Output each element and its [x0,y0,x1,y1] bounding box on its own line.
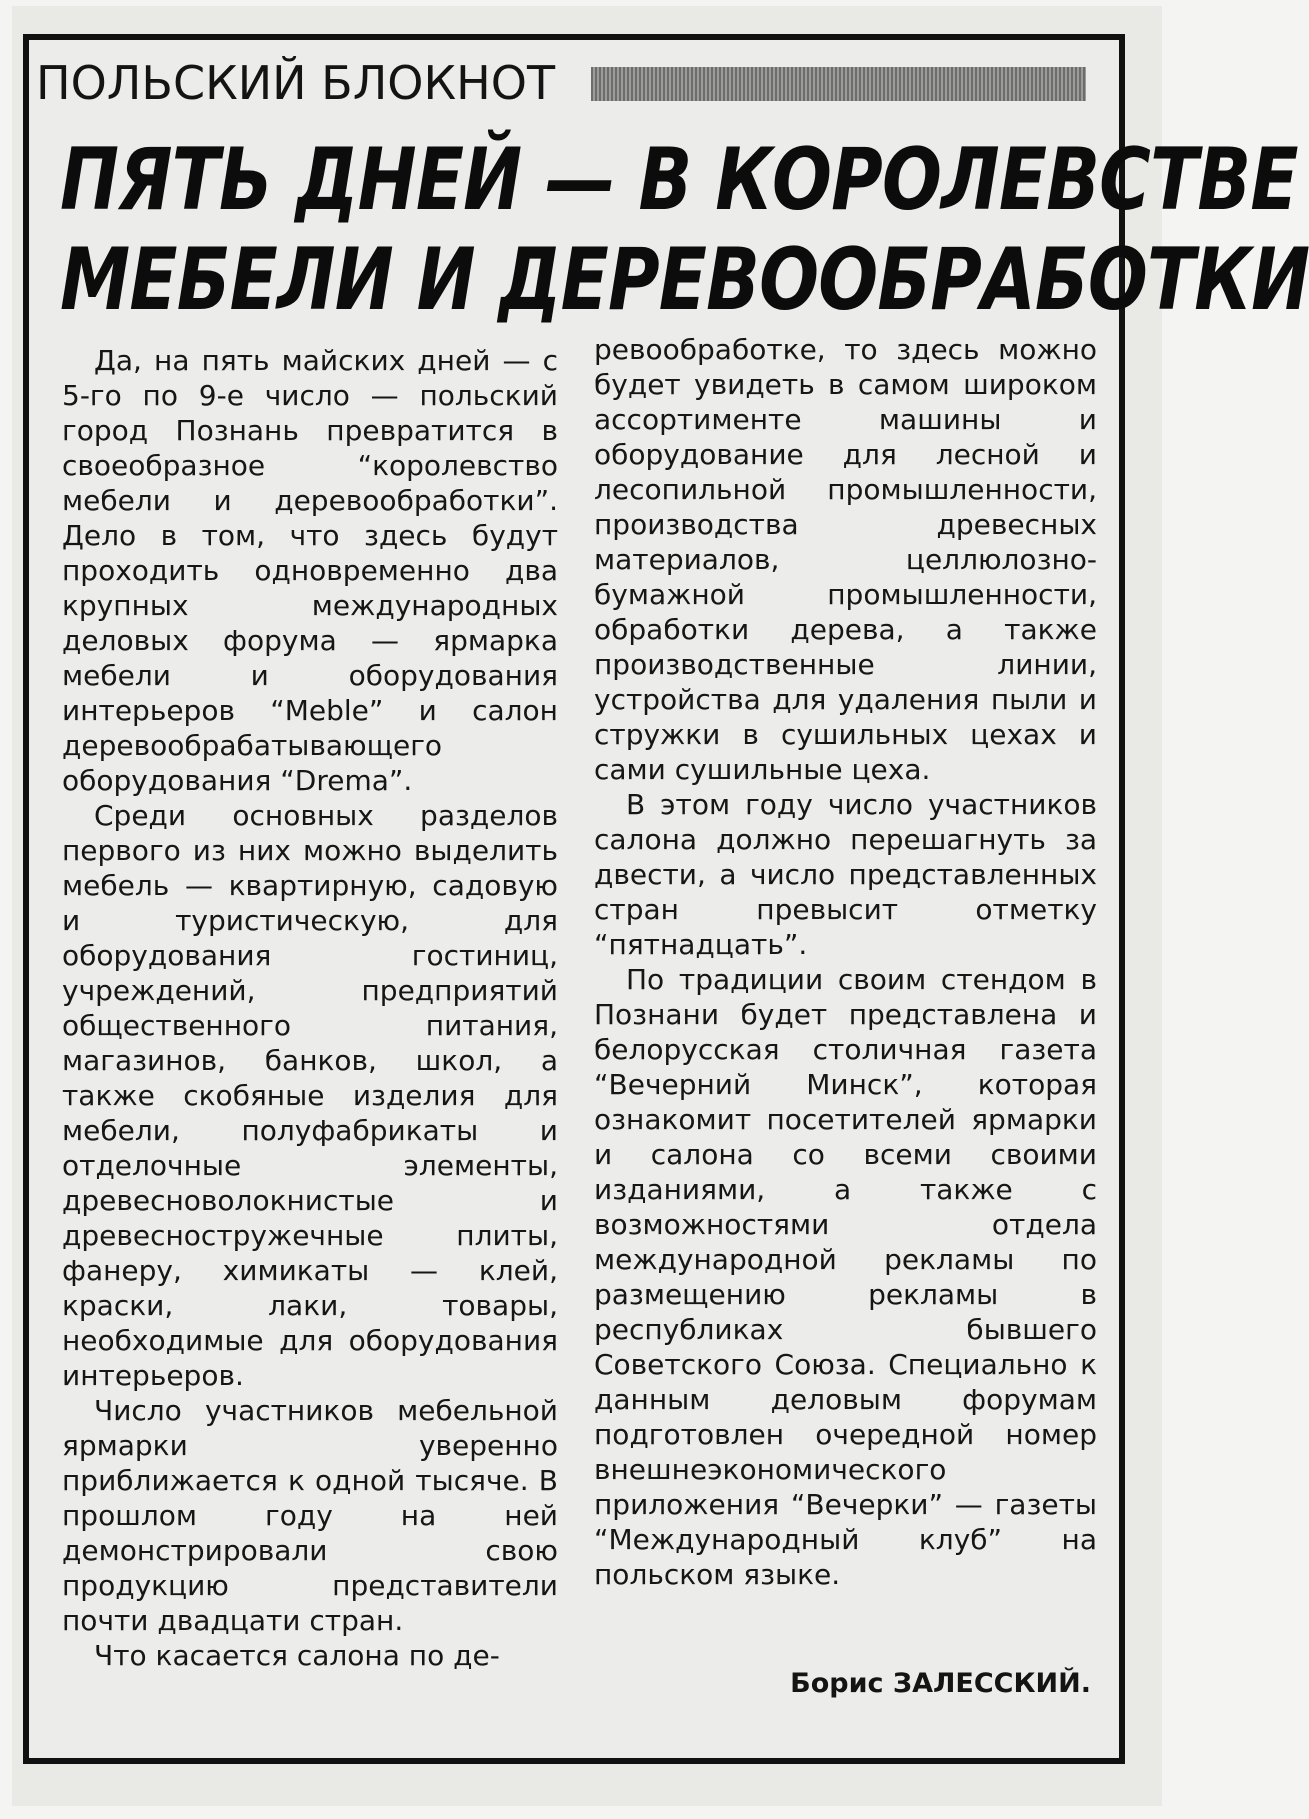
paragraph: Среди основных разделов первого из них можно выделить мебель — квартирную, садовую и туристическую, для оборудования гостиниц, учреждений, предприятий общественного питания, магазинов, банков, школ, а также скобяные изделия для мебели, полуфабрикаты и отделочные элементы, древесноволокнистые и древесностружечные плиты, фанеру, химикаты — клей, краски, лаки, товары, необходимые для оборудования интерьеров. [62,799,558,1392]
headline-line-2: МЕБЕЛИ И ДЕРЕВООБРАБОТКИ [60,230,1309,330]
paragraph: Да, на пять майских дней — с 5-го по 9-е число — польский город Познань превратится в своеобразное “королевство мебели и деревообработки”. Дело в том, что здесь будут проходить одновременно два крупных международных деловых форума — ярмарка мебели и оборудования интерьеров “Meble” и салон деревообрабатывающего оборудования “Drema”. [62,344,558,797]
paragraph: В этом году число участников салона должно перешагнуть за двести, а число представленных стран превысит отметку “пятнадцать”. [594,788,1097,961]
rubric-title: ПОЛЬСКИЙ БЛОКНОТ [36,56,556,110]
paragraph-continuation: ревообработке, то здесь можно будет увидеть в самом широком ассортименте машины и оборудование для лесной и лесопильной промышленности, производства древесных материалов, целлюлозно-бумажной промышленности, обработки дерева, а также производственные линии, устройства для удаления пыли и стружки в сушильных цехах и сами сушильные цеха. [594,333,1097,786]
headline [60,130,1309,330]
rubric-bar [591,67,1086,101]
paragraph: Что касается салона по де- [94,1639,500,1672]
right-column [594,332,1097,1592]
headline-line-1: ПЯТЬ ДНЕЙ — В КОРОЛЕВСТВЕ [60,130,1298,230]
paragraph: Число участников мебельной ярмарки уверенно приближается к одной тысяче. В прошлом году на ней демонстрировали свою продукцию представители почти двадцати стран. [62,1394,558,1637]
rubric-row [36,55,1086,115]
author-signature: Борис ЗАЛЕССКИЙ. [790,1668,1091,1699]
paragraph: По традиции своим стендом в Познани будет представлена и белорусская столичная газета “Вечерний Минск”, которая ознакомит посетителей ярмарки и салона со всеми своими изданиями, а также с возможностями отдела международной рекламы по размещению рекламы в республиках бывшего Советского Союза. Специально к данным деловым форумам подготовлен очередной номер внешнеэкономического приложения “Вечерки” — газеты “Международный клуб” на польском языке. [594,963,1097,1591]
left-column [62,343,558,1673]
